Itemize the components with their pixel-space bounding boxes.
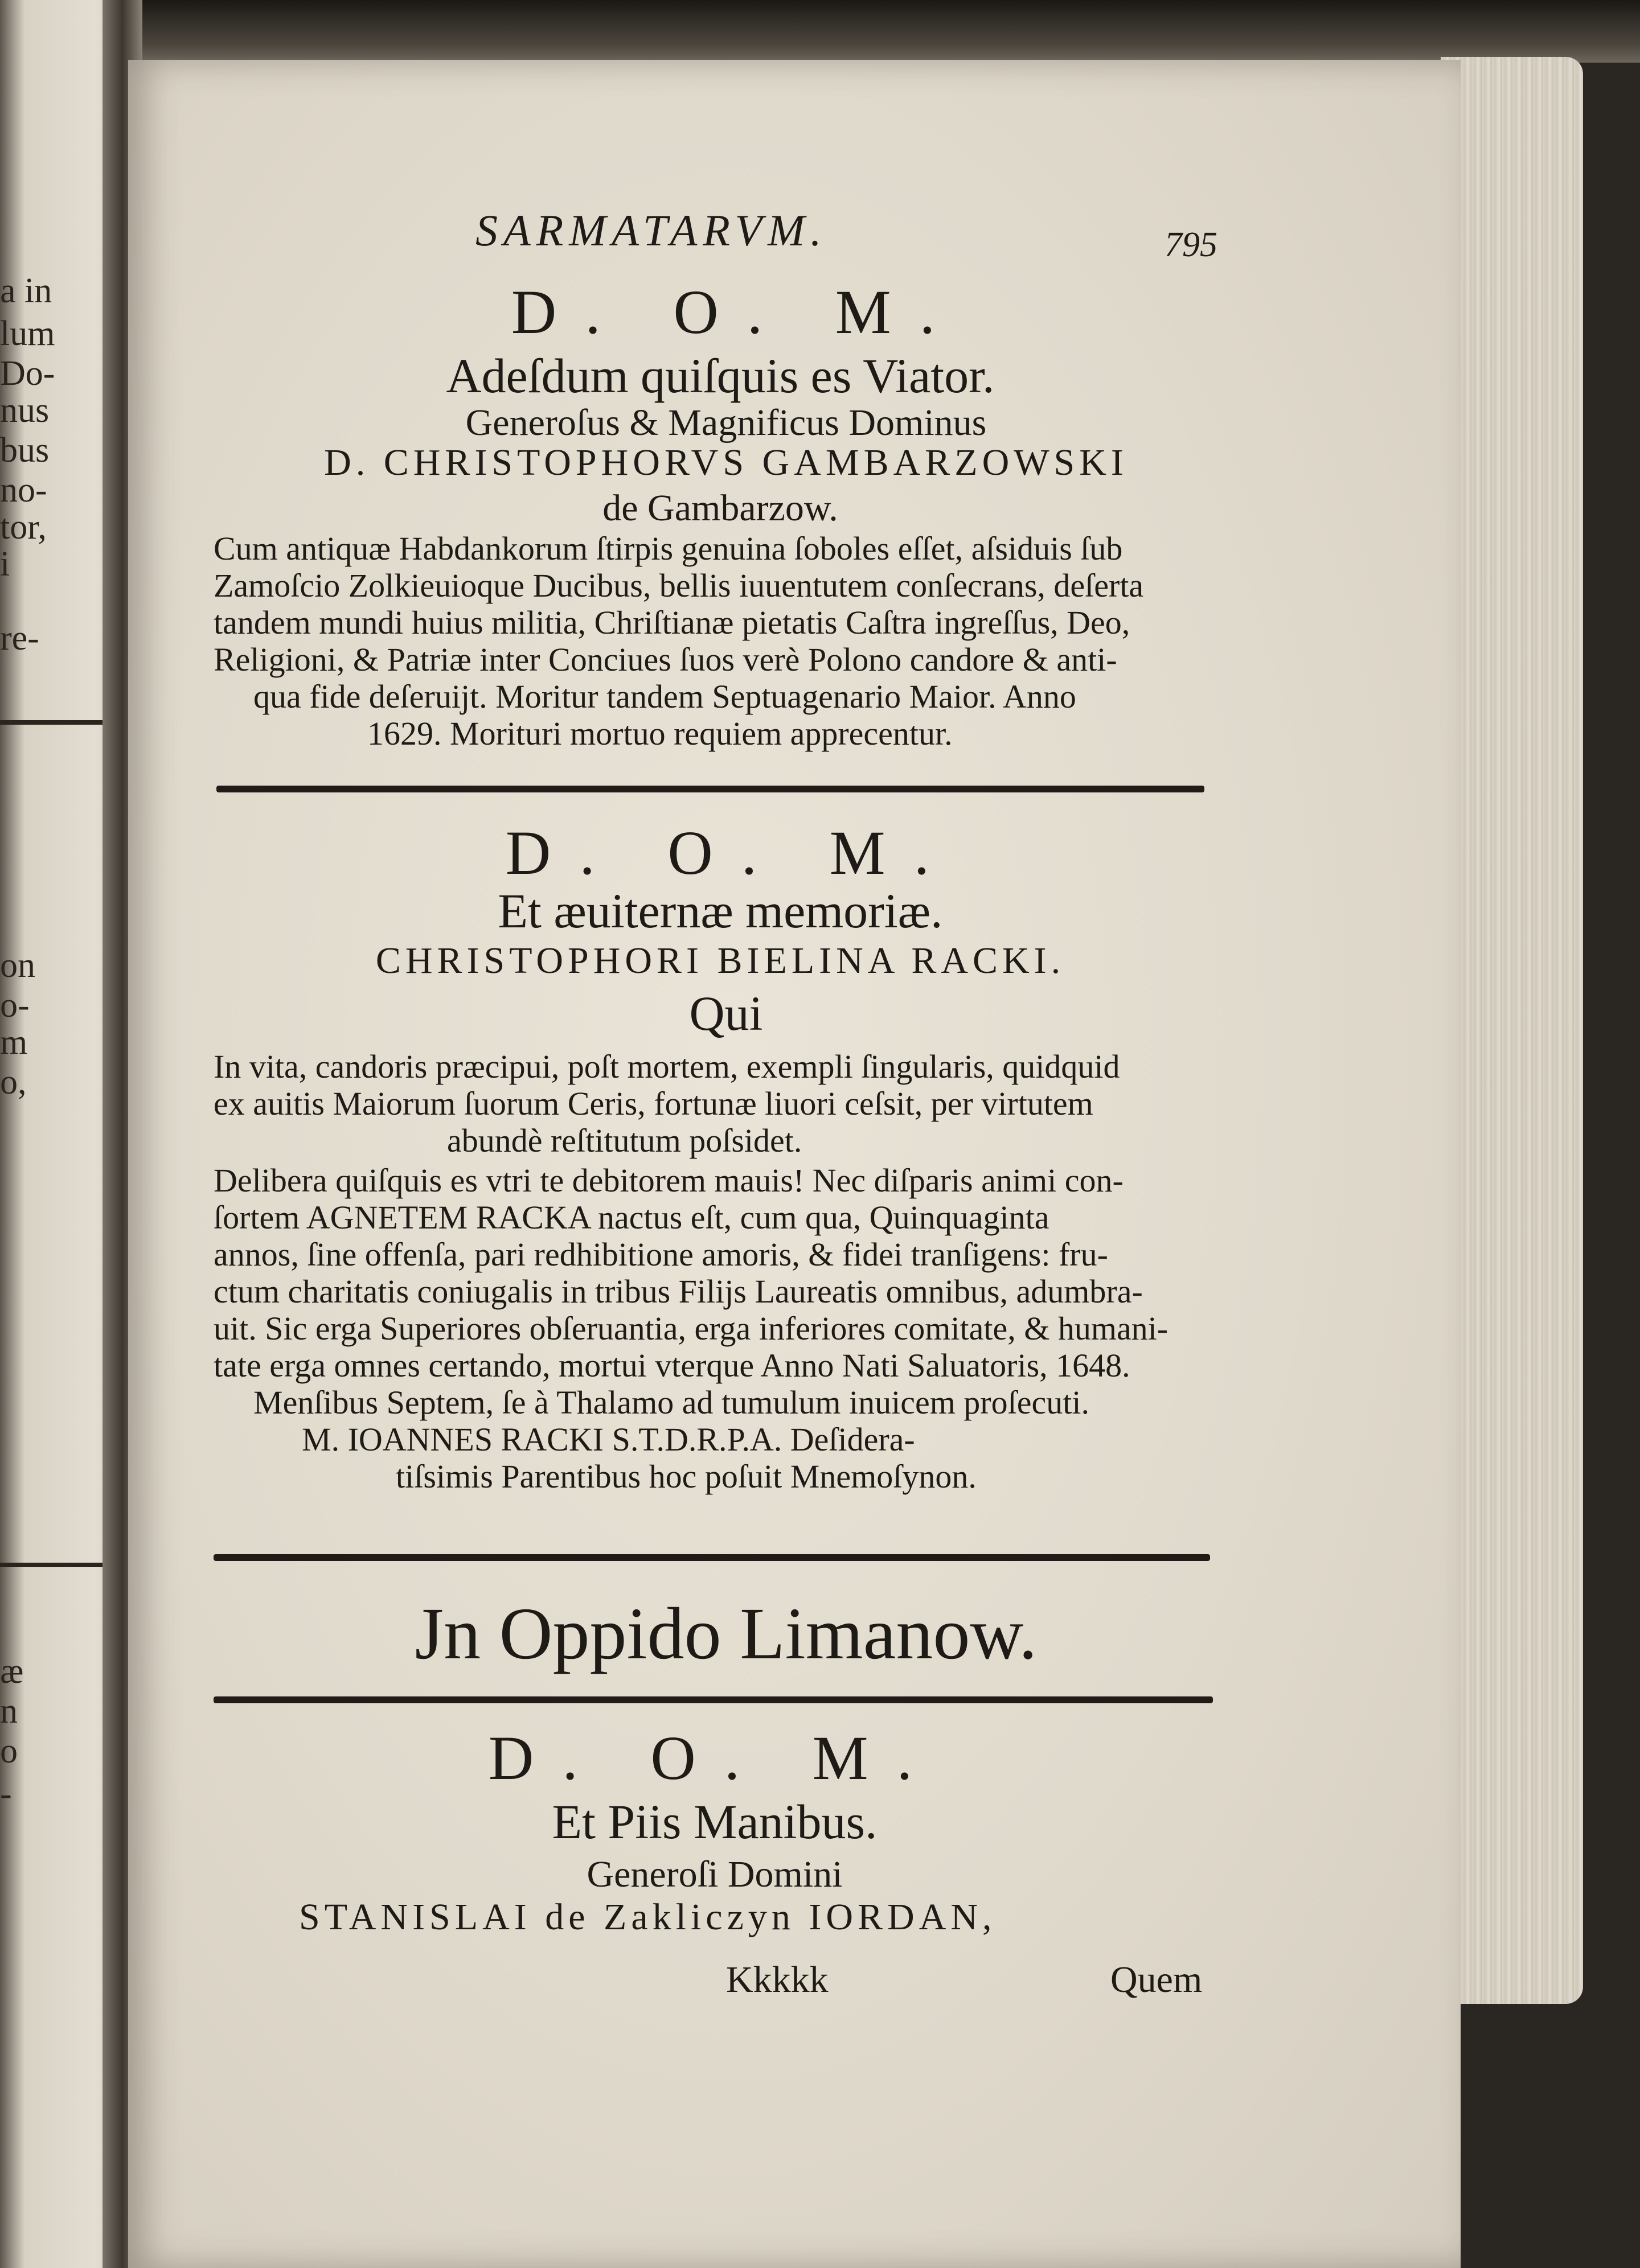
inscription3-dom: D. O. M.	[488, 1723, 941, 1793]
inscription1-line: tandem mundi huius militia, Chriſtianæ pietatis Caſtra ingreſſus, Deo,	[214, 604, 1130, 641]
left-fragment: -	[0, 1774, 12, 1813]
left-fragment: tor,	[0, 508, 47, 547]
left-fragment: i	[0, 545, 10, 584]
inscription2-line: annos, ſine offenſa, pari redhibitione amoris, & fidei tranſigens: fru-	[214, 1236, 1108, 1273]
left-fragment: o-	[0, 986, 30, 1025]
left-fragment: lum	[0, 314, 55, 353]
inscription1-line: Generoſus & Magnificus Dominus	[465, 402, 987, 443]
left-fragment: m	[0, 1023, 28, 1062]
inscription2-line: Delibera quiſquis es vtri te debitorem mauis! Nec diſparis animi con-	[214, 1162, 1124, 1199]
inscription2-line: uit. Sic erga Superiores obſeruantia, erga inferiores comitate, & humani-	[214, 1310, 1168, 1347]
catchword: Quem	[1110, 1959, 1203, 2000]
page-number: 795	[1165, 225, 1217, 264]
divider-rule	[214, 1696, 1213, 1703]
left-fragment: a in	[0, 272, 52, 310]
left-fragment: o	[0, 1732, 18, 1770]
signature-mark: Kkkkk	[726, 1959, 829, 2000]
inscription2-line: Qui	[689, 986, 763, 1041]
left-fragment: n	[0, 1692, 18, 1731]
left-fragment: æ	[0, 1652, 24, 1691]
left-fragment: re-	[0, 619, 39, 658]
inscription2-line: tiſsimis Parentibus hoc poſuit Mnemoſynon.	[396, 1458, 977, 1495]
divider-rule	[214, 1554, 1210, 1561]
inscription1-line: qua fide deſeruijt. Moritur tandem Septuagenario Maior. Anno	[253, 678, 1076, 715]
left-fragment: nus	[0, 391, 50, 430]
left-fragment: o,	[0, 1063, 27, 1102]
inscription2-line: In vita, candoris præcipui, poſt mortem, exempli ſingularis, quidquid	[214, 1048, 1120, 1085]
inscription2-line: ex auitis Maiorum ſuorum Ceris, fortunæ liuori ceſsit, per virtutem	[214, 1085, 1093, 1122]
left-fragment: Do-	[0, 354, 55, 393]
page-content	[128, 60, 1461, 2268]
left-fragment: bus	[0, 431, 50, 470]
inscription3-line: Et Piis Manibus.	[552, 1794, 878, 1849]
inscription3-line: STANISLAI de Zakliczyn IORDAN,	[299, 1896, 997, 1938]
divider-rule	[216, 786, 1204, 792]
inscription2-line: ctum charitatis coniugalis in tribus Filijs Laureatis omnibus, adumbra-	[214, 1273, 1143, 1310]
section-heading: Jn Oppido Limanow.	[415, 1593, 1038, 1675]
left-rule	[0, 1563, 108, 1567]
left-fragment: on	[0, 946, 35, 985]
inscription1-line: Adeſdum quiſquis es Viator.	[446, 348, 995, 403]
inscription2-line: CHRISTOPHORI BIELINA RACKI.	[375, 940, 1065, 981]
inscription3-line: Generoſi Domini	[587, 1854, 843, 1895]
inscription2-line: ſortem AGNETEM RACKA nactus eſt, cum qua, Quinquaginta	[214, 1199, 1049, 1236]
inscription2-line: abundè reſtitutum poſsidet.	[447, 1122, 802, 1159]
inscription2-line: M. IOANNES RACKI S.T.D.R.P.A. Deſidera-	[302, 1421, 915, 1458]
right-page	[128, 60, 1461, 2268]
inscription2-line: Menſibus Septem, ſe à Thalamo ad tumulum inuicem proſecuti.	[253, 1384, 1089, 1421]
inscription1-line: de Gambarzow.	[602, 487, 838, 529]
inscription1-line: Cum antiquæ Habdankorum ſtirpis genuina ſoboles eſſet, aſsiduis ſub	[214, 530, 1123, 567]
inscription1-line: Religioni, & Patriæ inter Conciues ſuos verè Polono candore & anti-	[214, 641, 1117, 678]
book-binding-top	[0, 0, 1640, 63]
inscription2-line: Et æuiternæ memoriæ.	[498, 884, 943, 938]
inscription1-line: 1629. Morituri mortuo requiem apprecentur.	[367, 715, 953, 752]
inscription1-dom: D. O. M.	[511, 277, 964, 347]
inscription2-line: tate erga omnes certando, mortui vterque Anno Nati Saluatoris, 1648.	[214, 1347, 1130, 1384]
inscription1-line: Zamoſcio Zolkieuioque Ducibus, bellis iuuentutem conſecrans, deſerta	[214, 567, 1144, 604]
left-rule	[0, 720, 108, 725]
page-edges	[1441, 57, 1583, 2004]
inscription2-dom: D. O. M.	[505, 818, 958, 888]
left-fragment: no-	[0, 471, 47, 510]
running-title: SARMATARVM.	[475, 206, 827, 255]
inscription1-line: D. CHRISTOPHORVS GAMBARZOWSKI	[324, 442, 1128, 483]
